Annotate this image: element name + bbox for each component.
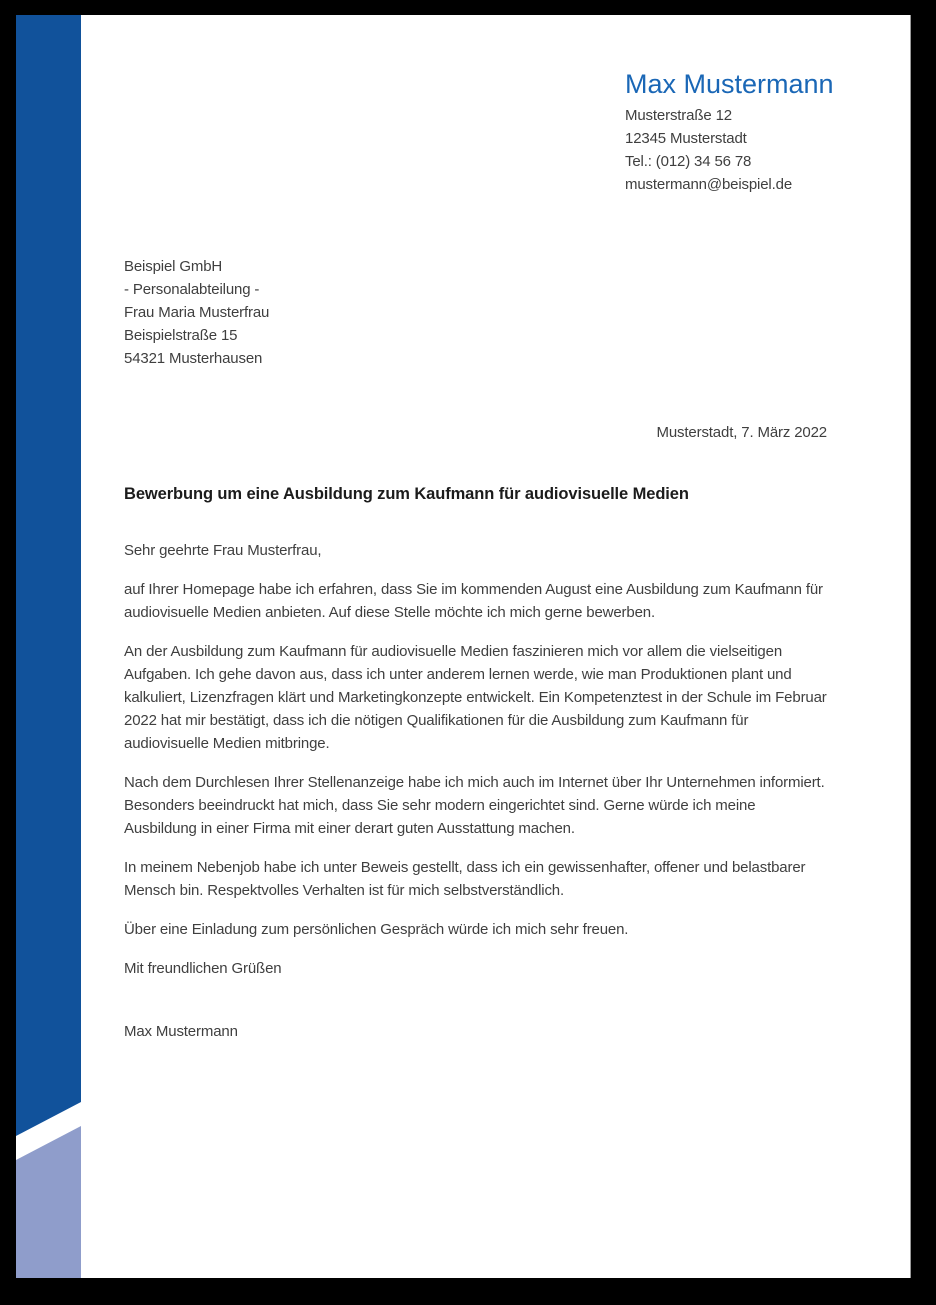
paragraph-intro: auf Ihrer Homepage habe ich erfahren, dass Sie im kommenden August eine Ausbildung zum Kaufmann für audiovisuelle Medien anbieten. Auf diese Stelle möchte ich mich gerne bewerben. bbox=[124, 581, 823, 621]
accent-bar-dark bbox=[16, 15, 81, 1278]
sender-street: Musterstraße 12 bbox=[625, 107, 732, 124]
recipient-street: Beispielstraße 15 bbox=[124, 327, 238, 344]
recipient-company: Beispiel GmbH bbox=[124, 258, 223, 275]
sender-city: 12345 Musterstadt bbox=[625, 130, 747, 147]
paragraph-invitation: Über eine Einladung zum persönlichen Gespräch würde ich mich sehr freuen. bbox=[124, 921, 629, 938]
recipient-department: - Personalabteilung - bbox=[124, 281, 260, 298]
sender-phone: Tel.: (012) 34 56 78 bbox=[625, 153, 752, 170]
subject-line: Bewerbung um eine Ausbildung zum Kaufmann für audiovisuelle Medien bbox=[124, 485, 689, 503]
salutation: Sehr geehrte Frau Musterfrau, bbox=[124, 542, 322, 559]
sender-block bbox=[625, 68, 895, 196]
recipient-city: 54321 Musterhausen bbox=[124, 350, 263, 367]
signature-name: Max Mustermann bbox=[124, 1023, 238, 1040]
letter-page bbox=[16, 15, 911, 1278]
paragraph-motivation: An der Ausbildung zum Kaufmann für audiovisuelle Medien faszinieren mich vor allem die vielseitigen Aufgaben. Ich gehe davon aus, dass ich unter anderem lernen werde, wie man Produktionen plant und kalkuliert, Lizenzfragen klärt und Marketingkonzepte entwickelt. Ein Kompetenztest in der Schule im Februar 2022 hat mir bestätigt, dass ich die nötigen Qualifikationen für die Ausbildung zum Kaufmann für audiovisuelle Medien mitbringe. bbox=[124, 643, 827, 752]
closing-formula: Mit freundlichen Grüßen bbox=[124, 960, 282, 977]
sender-email: mustermann@beispiel.de bbox=[625, 176, 793, 193]
paragraph-company: Nach dem Durchlesen Ihrer Stellenanzeige habe ich mich auch im Internet über Ihr Unternehmen informiert. Besonders beeindruckt hat mich, dass Sie sehr modern eingerichtet sind. Gerne würde ich meine Ausbildung in einer Firma mit einer derart guten Ausstattung machen. bbox=[124, 774, 825, 837]
letter-body bbox=[124, 482, 827, 1043]
paragraph-qualities: In meinem Nebenjob habe ich unter Beweis gestellt, dass ich ein gewissenhafter, offener und belastbarer Mensch bin. Respektvolles Verhalten ist für mich selbstverständlich. bbox=[124, 859, 806, 899]
recipient-contact-person: Frau Maria Musterfrau bbox=[124, 304, 270, 321]
recipient-block bbox=[124, 255, 269, 370]
sender-name: Max Mustermann bbox=[625, 69, 834, 99]
date-line: Musterstadt, 7. März 2022 bbox=[656, 424, 827, 441]
